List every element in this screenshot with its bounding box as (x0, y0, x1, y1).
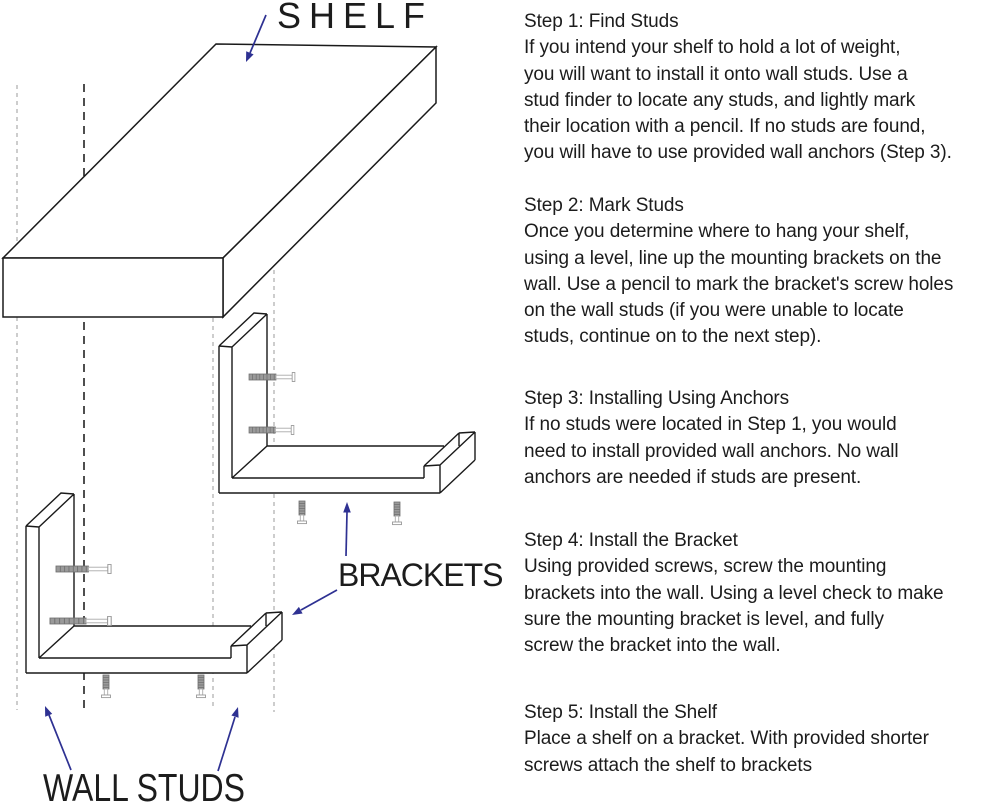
wall-studs-label: WALL STUDS (43, 767, 245, 806)
screw-icon (197, 675, 206, 698)
screw-icon (56, 565, 111, 574)
lower-bracket (26, 493, 282, 673)
step-title: Step 4: Install the Bracket (524, 530, 738, 551)
step-block-5 (524, 700, 985, 779)
upper-bracket (219, 313, 475, 493)
wall-studs-arrow-left (45, 706, 71, 770)
step-line: wall. Use a pencil to mark the bracket's screw holes (524, 273, 954, 295)
brackets-arrow-down-left (292, 590, 337, 615)
step-line: screws attach the shelf to brackets (524, 754, 812, 776)
step-block-2 (524, 193, 985, 351)
step-line: stud finder to locate any studs, and lightly mark (524, 89, 916, 111)
step-line: If no studs were located in Step 1, you would (524, 414, 897, 436)
step-block-3 (524, 386, 985, 491)
wall-studs-arrow-right (218, 707, 239, 771)
screw-icon (298, 501, 307, 524)
step-block-1 (524, 9, 985, 167)
step-title: Step 2: Mark Studs (524, 195, 684, 216)
screw-icon (249, 426, 294, 435)
shelf-box (3, 44, 436, 317)
step-line: using a level, line up the mounting brackets on the (524, 247, 942, 269)
screw-icon (102, 675, 111, 698)
step-title: Step 5: Install the Shelf (524, 702, 717, 723)
step-line: their location with a pencil. If no studs are found, (524, 116, 926, 138)
step-line: studs, continue on to the next step). (524, 326, 822, 348)
instructions-panel (524, 0, 985, 806)
step-line: you will want to install it onto wall studs. Use a (524, 63, 908, 85)
step-line: on the wall studs (if you were unable to locate (524, 300, 904, 322)
shelf-label: SHELF (277, 0, 434, 36)
screw-icon (249, 373, 295, 382)
brackets-label: BRACKETS (338, 557, 503, 593)
step-line: If you intend your shelf to hold a lot of weight, (524, 37, 901, 59)
step-line: anchors are needed if studs are present. (524, 466, 862, 488)
step-line: Once you determine where to hang your shelf, (524, 221, 910, 243)
brackets-arrow-up (343, 502, 351, 556)
step-line: Using provided screws, screw the mounting (524, 556, 887, 578)
step-block-4 (524, 528, 985, 659)
step-line: need to install provided wall anchors. No wall (524, 440, 899, 462)
step-line: brackets into the wall. Using a level check to make (524, 582, 944, 604)
step-line: sure the mounting bracket is level, and fully (524, 608, 884, 630)
step-line: screw the bracket into the wall. (524, 635, 781, 657)
step-title: Step 1: Find Studs (524, 11, 679, 32)
step-title: Step 3: Installing Using Anchors (524, 388, 790, 409)
screw-icon (50, 617, 111, 626)
step-line: Place a shelf on a bracket. With provided shorter (524, 728, 929, 750)
step-line: you will have to use provided wall anchors (Step 3). (524, 142, 952, 164)
screw-icon (393, 502, 402, 525)
